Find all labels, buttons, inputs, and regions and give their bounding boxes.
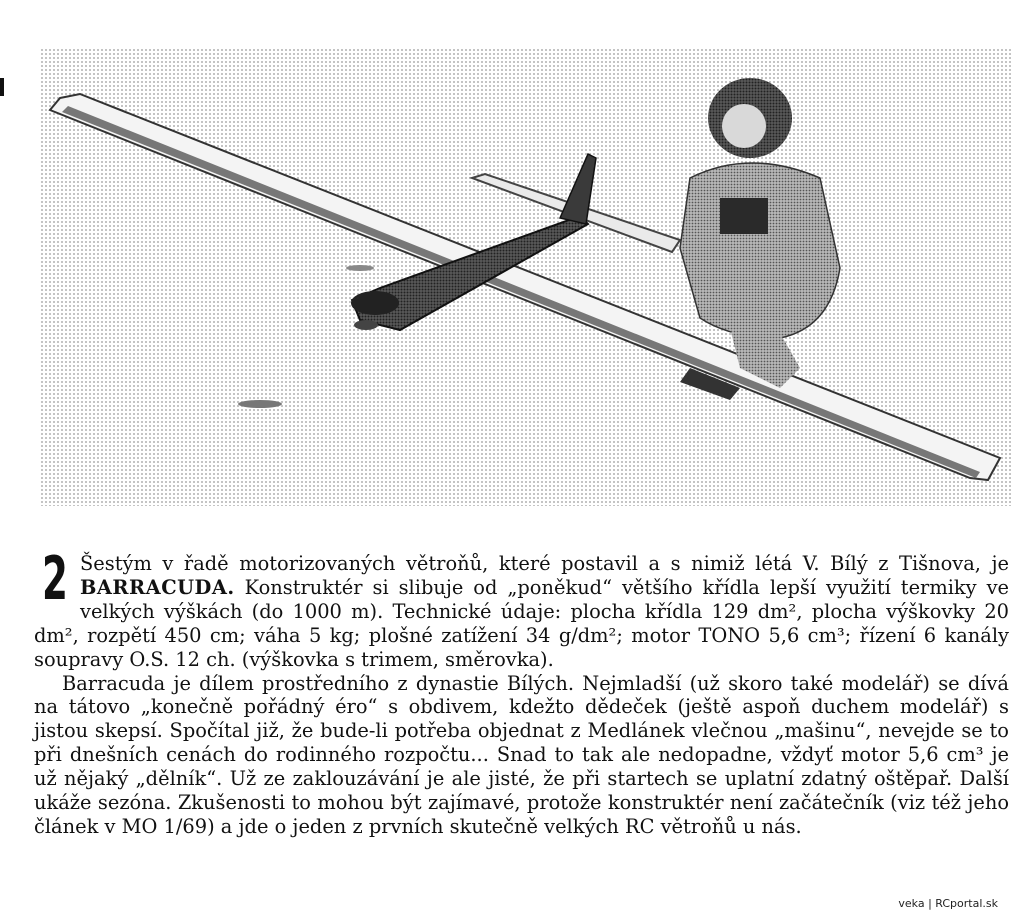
caption-specs: Konstruktér si slibuje od „poněkud“ většího křídla lepší využití termiky ve velkých výškách (do 1000 m). Technické údaje: plocha křídla 129 dm², plocha výškovky 20 dm², rozpětí 450 cm; váha 5 kg; plošné zatížení 34 g/dm²; motor TONO 5,6 cm³; řízení 6 kanály soupravy O.S. 12 ch. (výškovka s trimem, směrovka). — [34, 575, 1009, 671]
margin-mark — [0, 78, 4, 96]
caption-lead: Šestým v řadě motorizovaných větroňů, které postavil a s nimiž létá V. Bílý z Tišnova, je — [80, 552, 1009, 575]
article-text — [34, 544, 1009, 839]
model-name: BARRACUDA. — [80, 575, 235, 599]
source-credit: veka | RCportal.sk — [898, 897, 998, 910]
caption-number: 2 — [42, 544, 68, 614]
caption-paragraph-2: Barracuda je dílem prostředního z dynastie Bílých. Nejmladší (už skoro také modelář) se dívá na tátovo „konečně pořádný éro“ s obdivem, kdežto dědeček (ještě aspoň duchem modelář) s jistou skepsí. Spočítal již, že bude-li potřeba objednat z Medlánek vlečnou „mašinu“, nevejde se to při dnešních cenách do rodinného rozpočtu... Snad to tak ale nedopadne, vždyť motor 5,6 cm³ je už nějaký „dělník“. Už ze zaklouzávání je ale jisté, že při startech se uplatní zdatný oštěpař. Další ukáže sezóna. Zkušenosti to mohou být zajímavé, protože konstruktér není začátečník (viz též jeho článek v MO 1/69) a jde o jeden z prvních skutečně velkých RC větroňů u nás. — [34, 671, 1009, 838]
caption-paragraph-1 — [34, 544, 1009, 672]
glider-photo — [40, 48, 1012, 506]
